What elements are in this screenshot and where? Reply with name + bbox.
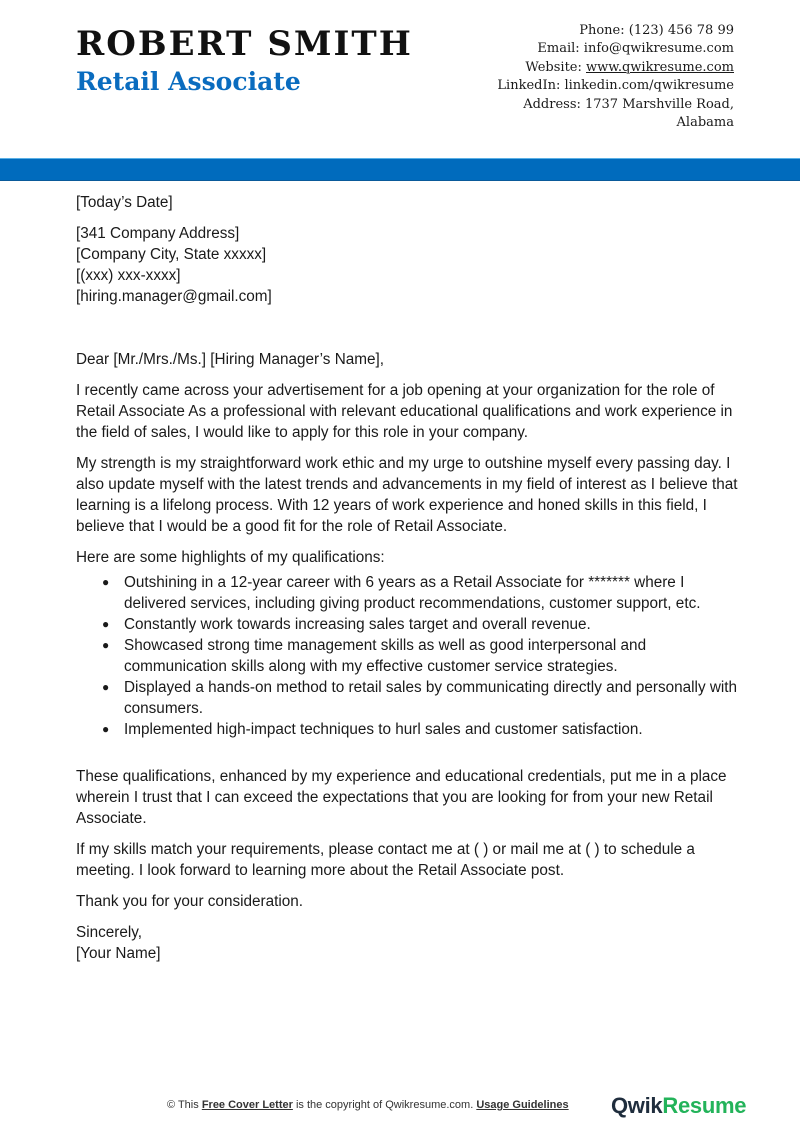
logo-part-qwik: Qwik [611, 1093, 663, 1118]
recipient-email: [hiring.manager@gmail.com] [76, 288, 272, 305]
bullet-icon: ● [102, 722, 110, 736]
salutation: Dear [Mr./Mrs./Ms.] [Hiring Manager’s Name], [76, 351, 384, 368]
website-link[interactable]: www.qwikresume.com [586, 59, 734, 75]
copyright-middle: is the copyright of Qwikresume.com. [292, 1099, 477, 1111]
applicant-name: ROBERT SMITH [76, 24, 413, 64]
list-item-text: Outshining in a 12-year career with 6 years as a Retail Associate for ******* where I delivered services, including giving product recommendations, customer support, etc. [124, 574, 701, 612]
contact-email: Email: info@qwikresume.com [537, 41, 734, 57]
website-label: Website: [525, 59, 586, 75]
list-item-text: Implemented high-impact techniques to hurl sales and customer satisfaction. [124, 721, 643, 738]
page-footer [0, 1093, 800, 1123]
bullet-icon: ● [102, 617, 110, 631]
list-item [76, 614, 746, 635]
bullet-icon: ● [102, 638, 110, 652]
paragraph-contact-request: If my skills match your requirements, please contact me at ( ) or mail me at ( ) to schedule a meeting. I look forward to learning more about the Retail Associate post. [76, 841, 695, 879]
copyright-notice [167, 1099, 569, 1111]
list-item-text: Displayed a hands-on method to retail sales by communicating directly and personally with consumers. [124, 679, 738, 717]
letter-body [76, 192, 746, 964]
usage-guidelines-link[interactable]: Usage Guidelines [476, 1099, 569, 1111]
contact-phone: Phone: (123) 456 78 99 [579, 23, 734, 38]
paragraph-strength: My strength is my straightforward work ethic and my urge to outshine myself every passing day. I also update myself with the latest trends and advancements in my field of interest as I believe that learning is a lifelong process. With 12 years of work experience and honed skills in this field, I believe that I would be a good fit for the role of Retail Associate. [76, 455, 738, 535]
copyright-prefix: © This [167, 1099, 202, 1111]
contact-linkedin: LinkedIn: linkedin.com/qwikresume [497, 78, 734, 94]
list-item-text: Constantly work towards increasing sales target and overall revenue. [124, 616, 591, 633]
contact-website [497, 59, 734, 77]
list-item [76, 635, 746, 677]
contact-address-line1: Address: 1737 Marshville Road, [523, 96, 734, 112]
list-item [76, 677, 746, 719]
paragraph-highlights-intro: Here are some highlights of my qualifications: [76, 549, 385, 566]
recipient-city-state: [Company City, State xxxxx] [76, 246, 267, 263]
bullet-icon: ● [102, 575, 110, 589]
list-item-text: Showcased strong time management skills as well as good interpersonal and communication skills along with my effective customer service strategies. [124, 637, 647, 675]
job-title: Retail Associate [76, 67, 301, 96]
highlights-list [76, 572, 746, 740]
recipient-block [76, 223, 746, 307]
free-cover-letter-link[interactable]: Free Cover Letter [201, 1099, 293, 1111]
contact-address-line2: Alabama [676, 115, 734, 131]
recipient-address: [341 Company Address] [76, 225, 240, 242]
recipient-phone: [(xxx) xxx-xxxx] [76, 267, 181, 284]
bullet-icon: ● [102, 680, 110, 694]
list-item [76, 719, 746, 740]
contact-block [497, 22, 734, 132]
paragraph-intro: I recently came across your advertisement for a job opening at your organization for the role of Retail Associate As a professional with relevant educational qualifications and work experience in the field of sales, I would like to apply for this role in your company. [76, 382, 733, 441]
logo-part-resume: Resume [662, 1093, 747, 1118]
paragraph-qualifications: These qualifications, enhanced by my experience and educational credentials, put me in a place wherein I trust that I can exceed the expectations that you are looking for from your new Retail Associate. [76, 768, 727, 827]
qwikresume-logo [611, 1093, 746, 1119]
header-divider-banner [0, 158, 800, 181]
paragraph-thanks: Thank you for your consideration. [76, 893, 304, 910]
signature: [Your Name] [76, 945, 161, 962]
signoff: Sincerely, [76, 924, 143, 941]
list-item [76, 572, 746, 614]
letter-date: [Today’s Date] [76, 194, 173, 211]
letter-header [0, 0, 800, 158]
